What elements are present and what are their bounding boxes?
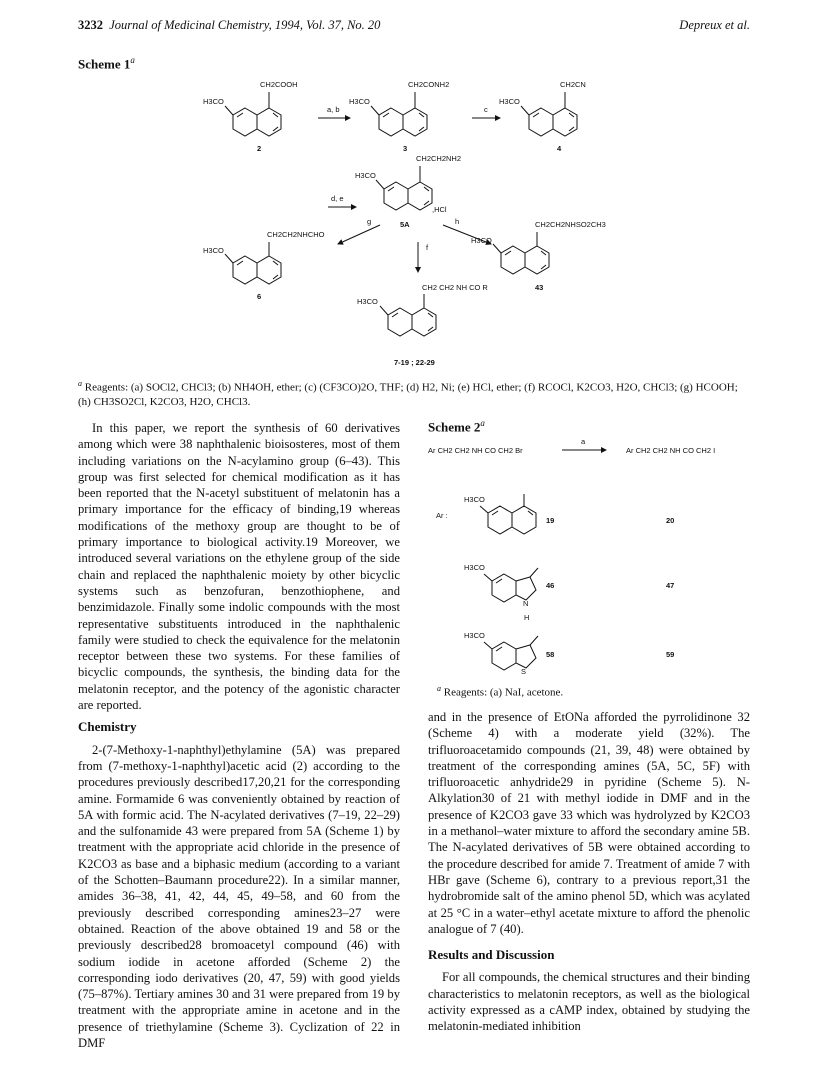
continued-paragraph: and in the presence of EtONa afforded the pyrrolidinone 32 (Scheme 4) with a moderate yield (32%). The trifluoroacetamido compounds (21, 39, 48) were obtained by treatment of the corresponding amines (5A, 5C, 5F) with trifluoroacetic anhydride29 in pyridine (Scheme 5). N-Alkylation30 of 21 with methyl iodide in DMF and in the presence of K2CO3 gave 33 which was hydrolyzed by K2CO3 in a methanol–water mixture to afford the secondary amine 5B. The N-acylated derivatives of 5B were obtained according to the procedure described for amide 7. Treatment of amide 7 with HBr gave (Scheme 6), contrary to a previous report,31 the hydrobromide salt of the amino phenol 5D, which was acylated at 25 °C in a water–ethyl acetate mixture to afford the phenolic analogue of 7 (40). xyxy=(428,710,750,936)
substituent-label: CH2 CH2 NH CO R xyxy=(422,283,488,292)
indole-h: H xyxy=(524,613,530,622)
chemistry-paragraph: 2-(7-Methoxy-1-naphthyl)ethylamine (5A) was prepared from (7-methoxy-1-naphthyl)acetic acid (2) according to the procedures previously described17,20,21 for the corresponding amine. Formamide 6 was conveniently obtained by reaction of 5A with formic acid. The N-acylated derivatives (7–19, 22–29) and the sulfonamide 43 were prepared from 5A (Scheme 1) by treatment with the appropriate acid chloride in the presence of K2CO3 as base and a biphasic medium (according to a variant of the Schotten–Baumann procedure22). In a similar manner, amides 36–38, 41, 42, 44, 45, 49–58, and 60 from the previously described corresponding amines23–27 were obtained. Reaction of the above obtained 19 and 58 or the previously described28 bromoacetyl compound (46) with sodium iodide in acetone afforded (Scheme 2) the corresponding iodo derivatives (20, 47, 59) with good yields (75–87%). Tertiary amines 30 and 31 were prepared from 19 by treatment with the appropriate amine in acetone and in the presence of triethylamine (Scheme 3). Cyclization of 22 in DMF xyxy=(78,742,400,1050)
methoxy-label: H3CO xyxy=(203,246,224,255)
ar-label: Ar : xyxy=(436,511,448,520)
compound-43-structure xyxy=(471,220,606,292)
arrow-g xyxy=(338,225,380,244)
substituent-label: CH2CONH2 xyxy=(408,80,450,89)
scheme2-reactant: Ar CH2 CH2 NH CO CH2 Br xyxy=(428,446,523,455)
compound-number: 3 xyxy=(403,144,408,153)
compound-number: 6 xyxy=(257,292,262,301)
compound-number: 4 xyxy=(557,144,562,153)
compound-59: 59 xyxy=(666,650,675,659)
compound-46: 46 xyxy=(546,581,555,590)
journal-citation: Journal of Medicinal Chemistry, 1994, Vol. 37, No. 20 xyxy=(109,18,381,32)
compound-4-structure xyxy=(499,80,586,153)
results-paragraph: For all compounds, the chemical structures and their binding characteristics to melatonin receptors, as well as the biological activity expressed as a cAMP index, obtained by studying the melatonin-mediated inhibition xyxy=(428,970,750,1034)
arrow-label-ab: a, b xyxy=(327,105,340,114)
scheme2-title: Scheme 2$^a$ xyxy=(428,418,485,435)
methoxy-label: H3CO xyxy=(464,495,485,504)
scheme2-product: Ar CH2 CH2 NH CO CH2 I xyxy=(626,446,716,455)
methoxy-label: H3CO xyxy=(357,297,378,306)
arrow-label-g: g xyxy=(367,217,372,226)
indole-n: N xyxy=(523,599,529,608)
compound-19: 19 xyxy=(546,516,555,525)
page-number: 3232 xyxy=(78,18,103,32)
compound-6-structure xyxy=(203,230,325,301)
substituent-label: CH2CH2NHCHO xyxy=(267,230,325,239)
scheme2-diagram xyxy=(420,432,760,682)
methoxy-label: H3CO xyxy=(464,631,485,640)
methoxy-label: H3CO xyxy=(471,236,492,245)
arrow-label-f: f xyxy=(426,243,429,252)
compound-number: 5A xyxy=(400,220,410,229)
compound-47: 47 xyxy=(666,581,675,590)
left-column xyxy=(78,420,400,1051)
methoxy-label: H3CO xyxy=(203,97,224,106)
arrow-label-h: h xyxy=(455,217,460,226)
chemistry-heading: Chemistry xyxy=(78,719,137,735)
compound-number: 7-19 ; 22-29 xyxy=(394,358,435,367)
compound-number: 2 xyxy=(257,144,262,153)
running-header xyxy=(78,18,380,33)
methoxy-label: H3CO xyxy=(499,97,520,106)
hcl-label: ,HCl xyxy=(432,205,447,214)
results-heading: Results and Discussion xyxy=(428,947,555,963)
scheme2-arrow-label: a xyxy=(581,437,586,446)
compound-number: 43 xyxy=(535,283,544,292)
substituent-label: CH2CN xyxy=(560,80,586,89)
substituent-label: CH2COOH xyxy=(260,80,298,89)
arrow-label-de: d, e xyxy=(331,194,344,203)
author-header: Depreux et al. xyxy=(679,18,750,32)
methoxy-label: H3CO xyxy=(355,171,376,180)
right-column xyxy=(428,709,750,1035)
substituent-label: CH2CH2NH2 xyxy=(416,154,462,163)
compound-7-29-structure xyxy=(357,283,488,367)
scheme1-diagram xyxy=(0,60,820,372)
methoxy-label: H3CO xyxy=(464,563,485,572)
scheme2-footnote: $^a$ Reagents: (a) NaI, acetone. xyxy=(437,684,564,699)
compound-3-structure xyxy=(349,80,449,153)
compound-2-structure xyxy=(203,80,298,153)
scheme1-footnote: $^a$ Reagents: (a) SOCl2, CHCl3; (b) NH4OH, ether; (c) (CF3CO)2O, THF; (d) H2, Ni; (e) HCl, ether; (f) RCOCl, K2CO3, H2O, CHCl3; (g) HCOOH; (h) CH3SO2Cl, K2CO3, H2O, CHCl3. xyxy=(78,379,738,408)
compound-58: 58 xyxy=(546,650,555,659)
compound-20: 20 xyxy=(666,516,675,525)
methoxy-label: H3CO xyxy=(349,97,370,106)
scheme1-title: Scheme 1$^a$ xyxy=(78,55,135,72)
arrow-label-c: c xyxy=(484,105,488,114)
thiophene-s: S xyxy=(521,667,527,676)
intro-paragraph: In this paper, we report the synthesis of 60 derivatives among which were 38 naphthalenic bioisosteres, most of them including variations on the N-acylamino group (6–43). This group was first selected for chemical modification as it has been reported that the N-acetyl substituent of melatonin has a primary importance for the efficacy of binding,19 whereas modifications of the methoxy group are thought to be of primary importance to biological activity.19 Moreover, we introduced several variations on the ethylene group of the side chain and replaced the naphthalenic moiety by other bicyclic systems such as benzofuran, benzothiophene, and benzimidazole. Finally some indolic compounds with the most representative substituents introduced in the naphthalenic family were studied to check the equivalence for the melatonin receptor between these two systems. For these families of bicyclic compounds, the synthesis, the binding data for the melatonin receptor, and the potency of the agonistic character are reported. xyxy=(78,421,400,713)
substituent-label: CH2CH2NHSO2CH3 xyxy=(535,220,606,229)
